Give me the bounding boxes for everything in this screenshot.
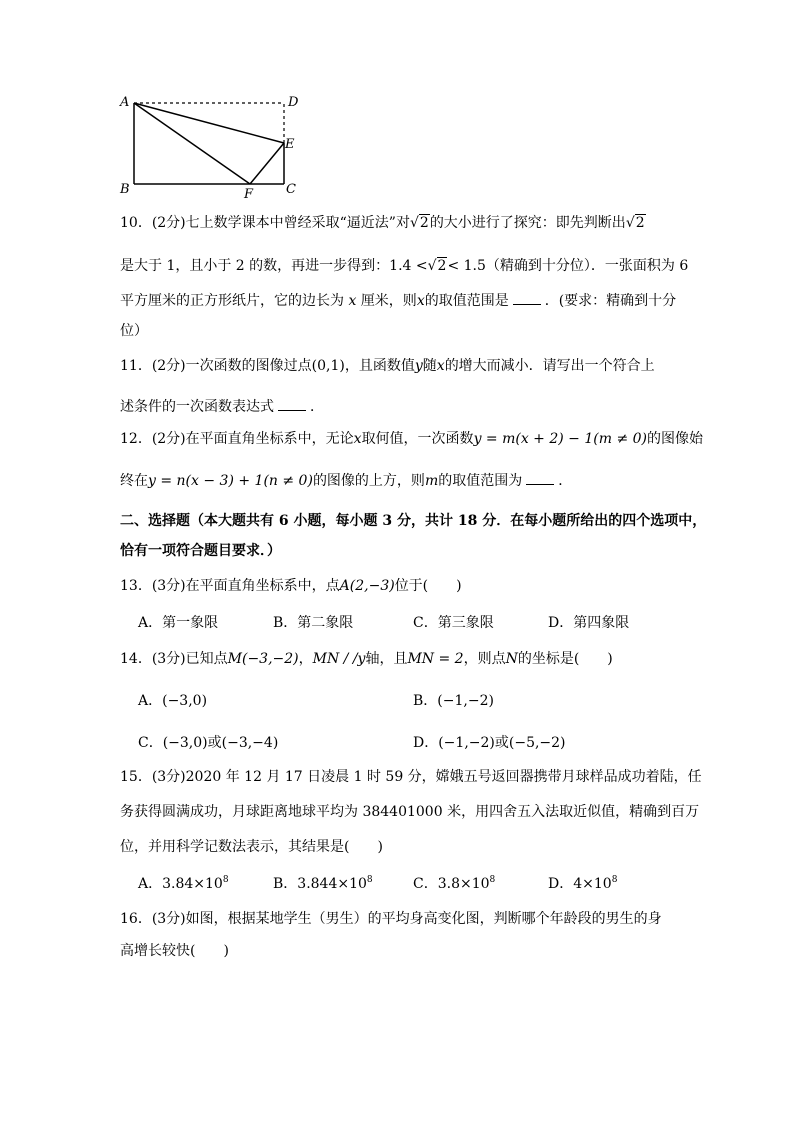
option-value: 3.844×10 — [297, 876, 367, 892]
option-c[interactable] — [413, 873, 495, 893]
q10-text: 的取值范围是 — [424, 293, 509, 309]
q10-text: 的大小进行了探究：即先判断出 — [429, 215, 626, 231]
section-subtitle: 恰有一项符合题目要求．） — [120, 543, 281, 559]
q12-text: 12．(2分)在平面直角坐标系中，无论 — [120, 431, 354, 447]
option-d[interactable]: D．第四象限 — [548, 615, 630, 631]
q10-text: 平方厘米的正方形纸片，它的边长为 — [120, 293, 344, 309]
option-c[interactable]: C．(−3,0)或(−3,−4) — [138, 735, 279, 751]
q12-text: 的图像始 — [647, 431, 704, 447]
option-label: B． — [273, 876, 298, 892]
segment-fe — [250, 143, 284, 184]
q10-text: < 1.5（精确到十分位）．一张面积为 6 — [447, 258, 689, 274]
option-value: 4×10 — [573, 876, 612, 892]
q16-text: 高增长较快( ) — [120, 943, 229, 959]
answer-blank[interactable] — [278, 396, 306, 411]
q11-text: 的增大而减小．请写出一个符合上 — [444, 358, 655, 374]
q10-line-1 — [120, 212, 646, 232]
option-label: D． — [548, 876, 574, 892]
sqrt-arg: 2 — [437, 258, 447, 274]
q11-text: 随 — [422, 358, 437, 374]
var-x: x — [436, 358, 445, 374]
q10-text: 厘米，则 — [360, 293, 417, 309]
q15-text: 15．(3分)2020 年 12 月 17 日凌晨 1 时 59 分，嫦娥五号返回器携带月球样品成功着陆，任 — [120, 769, 702, 785]
q14-text: ， — [298, 651, 313, 667]
option-b[interactable]: B．(−1,−2) — [413, 693, 494, 709]
q13-text: 位于( ) — [394, 578, 462, 594]
q11-text: ． — [310, 399, 324, 415]
q14-text: 轴，且 — [365, 651, 408, 667]
function-expr-1: y = m(x + 2) − 1(m ≠ 0) — [473, 431, 648, 447]
q10-text: 10．(2分)七上数学课本中曾经采取“逼近法”对 — [120, 215, 410, 231]
label-a: A — [120, 95, 130, 110]
q12-line-1 — [120, 428, 703, 448]
q13-text: 13．(3分)在平面直角坐标系中，点 — [120, 578, 340, 594]
option-d[interactable]: D．(−1,−2)或(−5,−2) — [413, 735, 566, 751]
option-value: 3.8×10 — [437, 876, 490, 892]
option-a[interactable]: A．第一象限 — [138, 615, 219, 631]
q12-text: 终在 — [120, 473, 148, 489]
option-a[interactable] — [138, 873, 229, 893]
label-b: B — [120, 182, 130, 197]
q10-line-2 — [120, 255, 688, 275]
option-exponent: 8 — [611, 875, 618, 885]
q10-text: 位） — [120, 323, 148, 339]
option-b[interactable]: B．第二象限 — [273, 615, 354, 631]
point-01: (0,1) — [311, 358, 345, 374]
answer-blank[interactable] — [526, 470, 554, 485]
q12-line-2 — [120, 470, 572, 490]
option-exponent: 8 — [222, 875, 229, 885]
q14-stem — [120, 648, 613, 668]
q10-line-4 — [120, 320, 148, 340]
sqrt-2: √2 — [427, 258, 447, 274]
option-d[interactable] — [548, 873, 617, 893]
section-title: 二、选择题（本大题共有 6 小题，每小题 3 分，共计 18 分．在每小题所给出的四个选项中， — [120, 513, 707, 529]
sqrt-arg: 2 — [419, 215, 429, 231]
answer-blank[interactable] — [513, 290, 541, 305]
point-m: M(−3,−2) — [227, 651, 299, 667]
var-x: x — [416, 293, 425, 309]
q14-text: ，则点 — [463, 651, 506, 667]
option-label: A． — [138, 876, 163, 892]
q12-text: 的图像的上方，则 — [312, 473, 425, 489]
label-e: E — [285, 137, 295, 152]
option-value: 3.84×10 — [162, 876, 223, 892]
point-a: A(2,−3) — [339, 578, 395, 594]
q11-line-1 — [120, 355, 655, 375]
q14-text: 14．(3分)已知点 — [120, 651, 228, 667]
var-y: y — [414, 358, 423, 374]
q11-text: ，且函数值 — [344, 358, 415, 374]
q12-text: 的取值范围为 — [438, 473, 523, 489]
q12-text: ． — [558, 473, 573, 489]
option-b[interactable] — [273, 873, 373, 893]
q10-text: 是大于 1，且小于 2 的数，再进一步得到：1.4 < — [120, 258, 428, 274]
var-n: N — [505, 651, 518, 667]
q16-text: 16．(3分)如图，根据某地学生（男生）的平均身高变化图，判断哪个年龄段的男生的身 — [120, 911, 662, 927]
q13-stem — [120, 575, 462, 595]
segment-ae — [134, 103, 284, 143]
mn-length: MN = 2 — [407, 651, 464, 667]
function-expr-2: y = n(x − 3) + 1(n ≠ 0) — [148, 473, 313, 489]
label-f: F — [244, 187, 254, 200]
var-x: x — [348, 293, 357, 309]
segment-af — [134, 103, 250, 184]
option-label: C． — [413, 876, 438, 892]
mn-parallel: MN / /y — [312, 651, 366, 667]
geometry-figure — [110, 90, 310, 200]
q11-text: 述条件的一次函数表达式 — [120, 399, 274, 415]
option-c[interactable]: C．第三象限 — [413, 615, 494, 631]
label-c: C — [286, 182, 296, 197]
var-m: m — [424, 473, 439, 489]
option-exponent: 8 — [489, 875, 496, 885]
q10-line-3 — [120, 290, 676, 310]
sqrt-2: √2 — [409, 215, 429, 231]
sqrt-2: √2 — [625, 215, 645, 231]
sqrt-arg: 2 — [635, 215, 645, 231]
q10-text: ．(要求：精确到十分 — [544, 293, 677, 309]
q12-text: 取何值，一次函数 — [361, 431, 474, 447]
q15-text: 务获得圆满成功，月球距离地球平均为 384401000 米，用四舍五入法取近似值，精确到百万 — [120, 804, 700, 820]
option-a[interactable]: A．(−3,0) — [138, 693, 208, 709]
q11-line-2 — [120, 396, 324, 416]
q11-text: 11．(2分)一次函数的图像过点 — [120, 358, 312, 374]
option-exponent: 8 — [366, 875, 373, 885]
label-d: D — [288, 95, 299, 110]
var-x: x — [353, 431, 362, 447]
q15-text: 位，并用科学记数法表示，其结果是( ) — [120, 839, 383, 855]
q14-text: 的坐标是( ) — [517, 651, 613, 667]
